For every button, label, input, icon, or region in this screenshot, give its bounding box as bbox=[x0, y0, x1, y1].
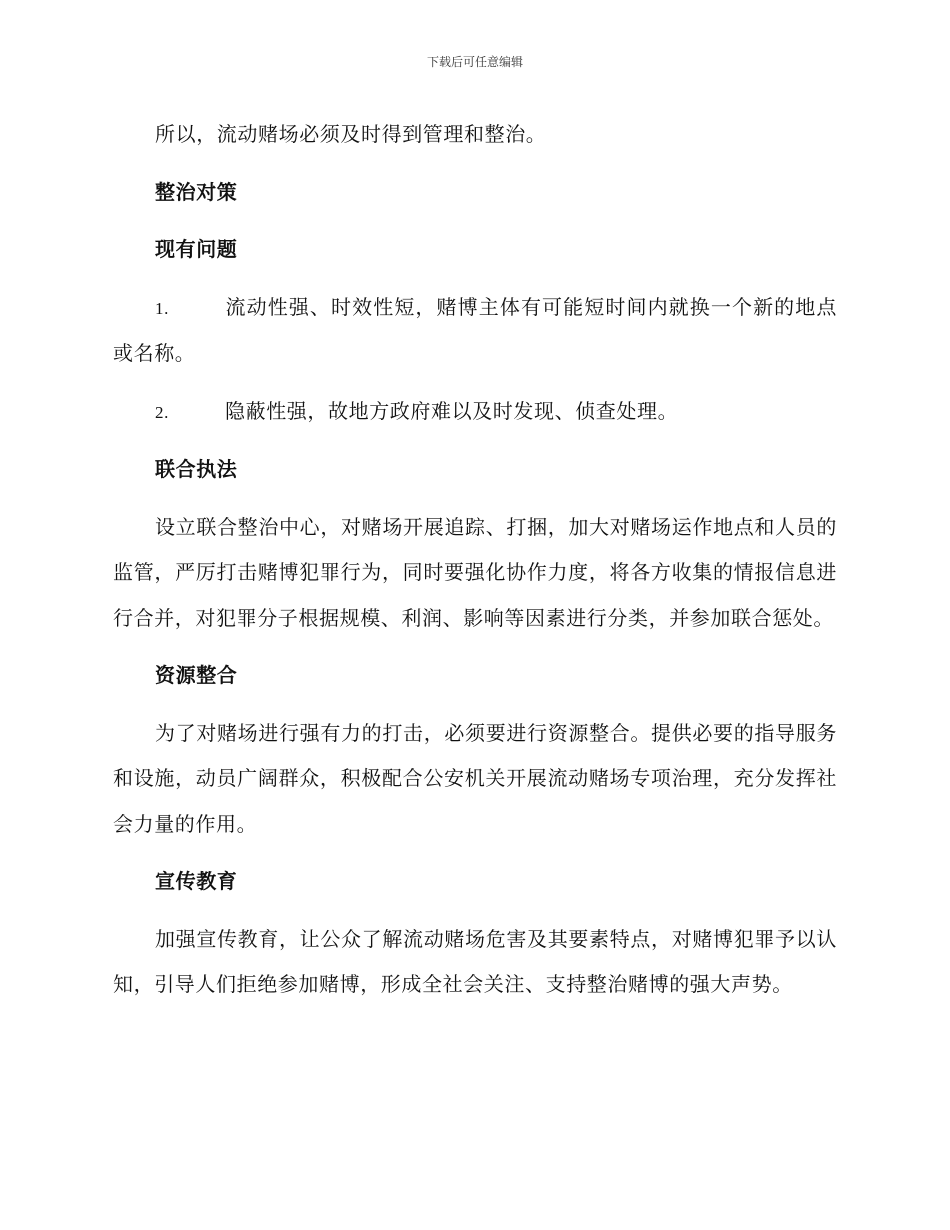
problems-heading: 现有问题 bbox=[155, 237, 238, 261]
list-item bbox=[113, 285, 837, 377]
joint-enforcement-paragraph: 设立联合整治中心，对赌场开展追踪、打捆，加大对赌场运作地点和人员的监管，严厉打击赌博犯罪行为，同时要强化协作力度，将各方收集的情报信息进行合并，对犯罪分子根据规模、利润、影响等因素进行分类，并参加联合惩处。 bbox=[113, 514, 837, 630]
page-header: 下载后可任意编辑 bbox=[426, 55, 523, 69]
resources-paragraph: 为了对赌场进行强有力的打击，必须要进行资源整合。提供必要的指导服务和设施，动员广阔群众，积极配合公安机关开展流动赌场专项治理，充分发挥社会力量的作用。 bbox=[113, 720, 837, 836]
list-number: 1. bbox=[155, 298, 169, 318]
resources-heading: 资源整合 bbox=[155, 663, 238, 687]
document-body bbox=[113, 112, 837, 1008]
education-heading: 宣传教育 bbox=[155, 869, 238, 893]
list-item-text: 流动性强、时效性短，赌博主体有可能短时间内就换一个新的地点或名称。 bbox=[113, 294, 837, 365]
joint-enforcement-heading: 联合执法 bbox=[155, 457, 238, 481]
section-title: 整治对策 bbox=[155, 179, 238, 204]
education-paragraph: 加强宣传教育，让公众了解流动赌场危害及其要素特点，对赌博犯罪予以认知，引导人们拒绝参加赌博，形成全社会关注、支持整治赌博的强大声势。 bbox=[113, 926, 837, 996]
intro-paragraph: 所以，流动赌场必须及时得到管理和整治。 bbox=[155, 122, 547, 146]
list-item bbox=[113, 389, 837, 436]
list-item-text: 隐蔽性强，故地方政府难以及时发现、侦查处理。 bbox=[225, 398, 679, 423]
list-number: 2. bbox=[155, 402, 169, 422]
